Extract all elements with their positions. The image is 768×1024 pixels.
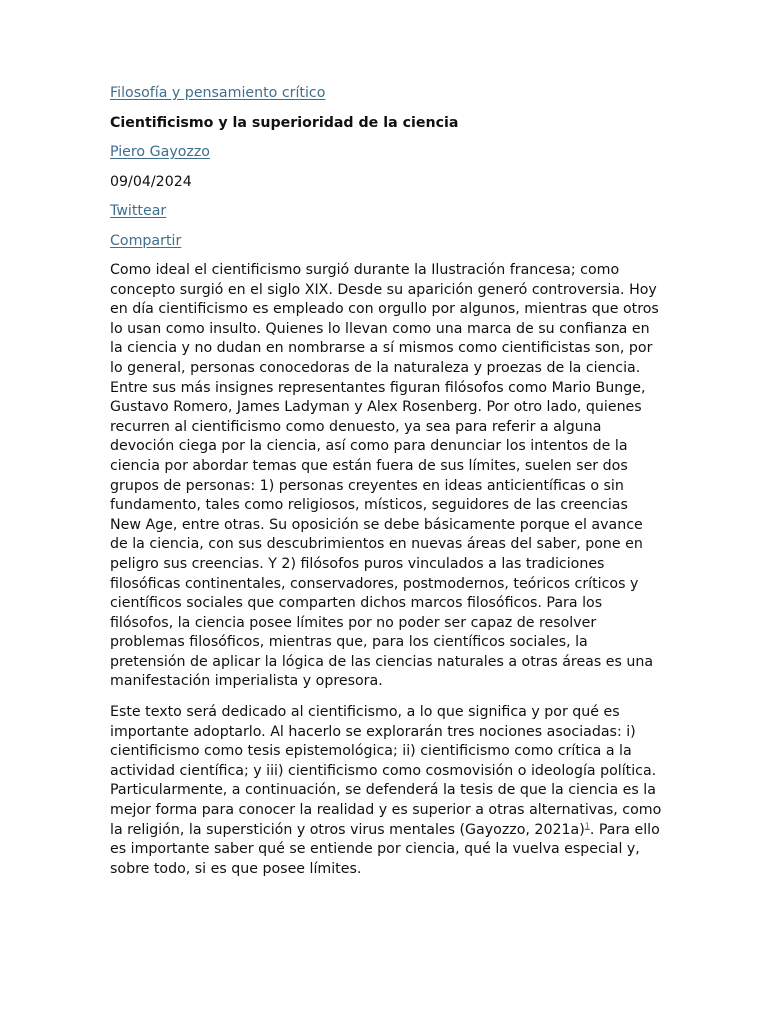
twitter-line — [110, 202, 658, 221]
footnote-link[interactable]: 1 — [584, 820, 590, 830]
body-paragraph-1: Como ideal el cientificismo surgió durante la Ilustración francesa; como concepto surgió en el siglo XIX. Desde su aparición generó controversia. Hoy en día cientificismo es empleado con orgullo por algunos, mientras que otros lo usan como insulto. Quienes lo llevan como una marca de su confianza en la ciencia y no dudan en nombrarse a sí mismos como cientificistas son, por lo general, personas conocedoras de la naturaleza y proezas de la ciencia. Entre sus más insignes representantes figuran filósofos como Mario Bunge, Gustavo Romero, James Ladyman y Alex Rosenberg. Por otro lado, quienes recurren al cientificismo como denuesto, ya sea para referir a alguna devoción ciega por la ciencia, así como para denunciar los intentos de la ciencia por abordar temas que están fuera de sus límites, suelen ser dos grupos de personas: 1) personas creyentes en ideas anticientíficas o sin fundamento, tales como religiosos, místicos, seguidores de las creencias New Age, entre otras. Su oposición se debe básicamente porque el avance de la ciencia, con sus descubrimientos en nuevas áreas del saber, pone en peligro sus creencias. Y 2) filósofos puros vinculados a las tradiciones filosóficas continentales, conservadores, postmodernos, teóricos críticos y científicos sociales que comparten dichos marcos filosóficos. Para los filósofos, la ciencia posee límites por no poder ser capaz de resolver problemas filosóficos, mientras que, para los científicos sociales, la pretensión de aplicar la lógica de las ciencias naturales a otras áreas es una manifestación imperialista y opresora. — [110, 262, 659, 690]
body-paragraph-2 — [110, 703, 662, 879]
category-link[interactable]: Filosofía y pensamiento crítico — [110, 85, 326, 101]
article-container — [110, 84, 662, 890]
author-line — [110, 143, 658, 162]
author-link[interactable]: Piero Gayozzo — [110, 144, 210, 160]
article-title: Cientificismo y la superioridad de la ciencia — [110, 114, 459, 131]
category-line — [110, 84, 658, 103]
body-paragraph-2-text: Este texto será dedicado al cientificismo, a lo que significa y por qué es importante adoptarlo. Al hacerlo se explorarán tres nociones asociadas: i) cientificismo como tesis epistemológica; ii) cientificismo como crítica a la actividad científica; y iii) cientificismo como cosmovisión o ideología política. Particularmente, a continuación, se defenderá la tesis de que la ciencia es la mejor forma para conocer la realidad y es superior a otras alternativas, como la religión, la superstición y otros virus mentales (Gayozzo, 2021a) — [110, 704, 662, 838]
publish-date: 09/04/2024 — [110, 173, 192, 190]
share-link[interactable]: Compartir — [110, 232, 182, 249]
twitter-share-link[interactable]: Twittear — [110, 203, 167, 219]
share-line — [110, 232, 658, 251]
body-paragraph-2-tail: . Para ello es importante saber qué se entiende por ciencia, qué la vuelva especial y, sobre todo, si es que posee límites. — [110, 821, 660, 877]
